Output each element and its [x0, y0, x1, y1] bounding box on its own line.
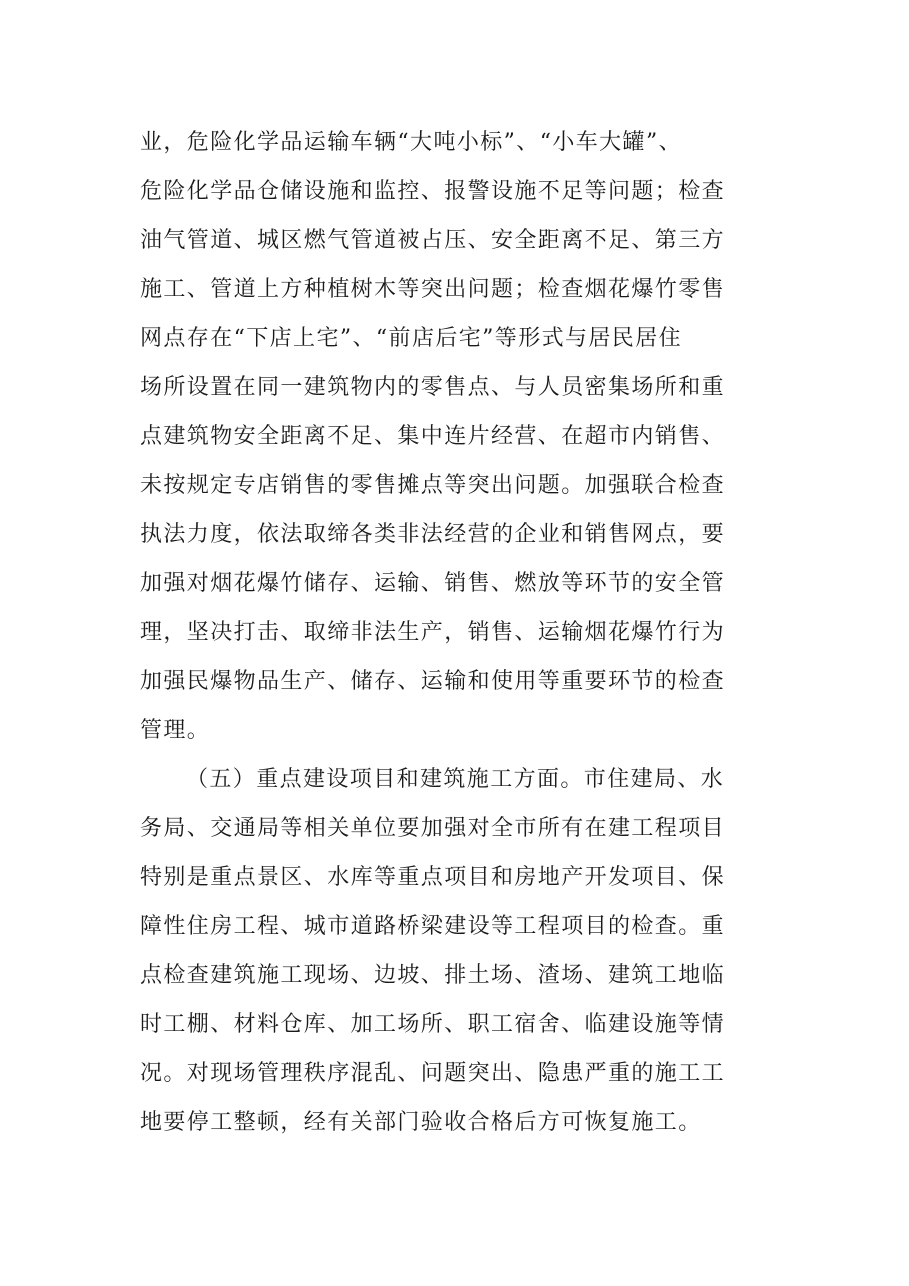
paragraph-line: 理，坚决打击、取缔非法生产，销售、运输烟花爆竹行为: [140, 620, 726, 645]
paragraph-line: 点检查建筑施工现场、边坡、排土场、渣场、建筑工地临: [140, 963, 726, 988]
paragraph-line: 点建筑物安全距离不足、集中连片经营、在超市内销售、: [140, 424, 726, 449]
paragraph-line: 时工棚、材料仓库、加工场所、职工宿舍、临建设施等情: [140, 1012, 726, 1037]
paragraph-line: 加强民爆物品生产、储存、运输和使用等重要环节的检查: [140, 669, 726, 694]
paragraph-line: 网点存在“下店上宅”、“前店后宅”等形式与居民居住: [140, 326, 682, 351]
paragraph-line: 务局、交通局等相关单位要加强对全市所有在建工程项目: [140, 816, 726, 841]
paragraph-line: 管理。: [140, 718, 211, 743]
paragraph-line: 油气管道、城区燃气管道被占压、安全距离不足、第三方: [140, 228, 726, 253]
paragraph-line: 未按规定专店销售的零售摊点等突出问题。加强联合检查: [140, 473, 726, 498]
paragraph-line: 加强对烟花爆竹储存、运输、销售、燃放等环节的安全管: [140, 571, 726, 596]
paragraph-line: 地要停工整顿，经有关部门验收合格后方可恢复施工。: [140, 1110, 702, 1135]
paragraph-line: 施工、管道上方种植树木等突出问题；检查烟花爆竹零售: [140, 277, 726, 302]
paragraph-line: 特别是重点景区、水库等重点项目和房地产开发项目、保: [140, 865, 726, 890]
paragraph-line: 场所设置在同一建筑物内的零售点、与人员密集场所和重: [140, 375, 726, 400]
paragraph-line: 障性住房工程、城市道路桥梁建设等工程项目的检查。重: [140, 914, 726, 939]
paragraph-line: 执法力度，依法取缔各类非法经营的企业和销售网点，要: [140, 522, 726, 547]
paragraph-line: 危险化学品仓储设施和监控、报警设施不足等问题；检查: [140, 179, 726, 204]
paragraph-line: 业，危险化学品运输车辆“大吨小标”、“小车大罐”、: [140, 130, 682, 155]
section-heading-line: （五）重点建设项目和建筑施工方面。市住建局、水: [186, 767, 725, 792]
paragraph-line: 况。对现场管理秩序混乱、问题突出、隐患严重的施工工: [140, 1061, 726, 1086]
